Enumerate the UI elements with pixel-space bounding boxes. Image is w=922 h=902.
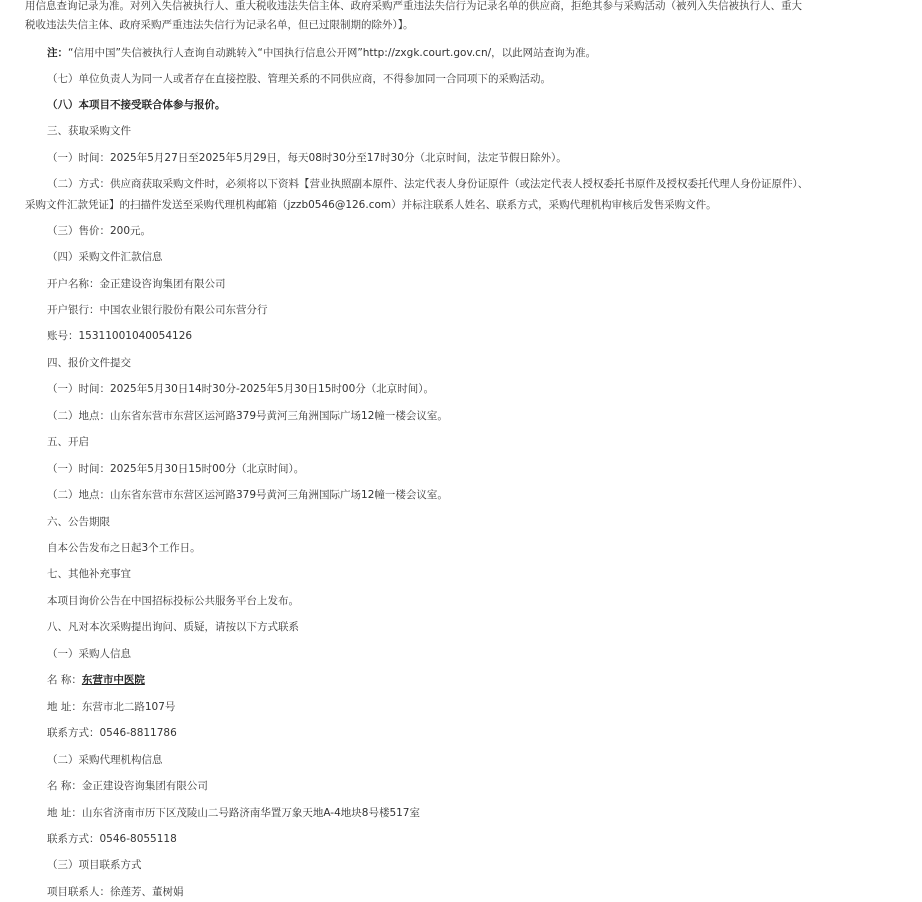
section-six-heading: 六、公告期限 <box>47 516 110 528</box>
note-text: “信用中国”失信被执行人查询自动跳转入“中国执行信息公开网”http://zxgk.court.gov.cn/，以此网站查询为准。 <box>68 47 597 59</box>
section-four-heading: 四、报价文件提交 <box>47 357 131 369</box>
account-name: 开户名称：金正建设咨询集团有限公司 <box>47 278 226 290</box>
buyer-name <box>25 673 912 687</box>
project-contacts: 项目联系人：徐莲芳、董树娟 <box>47 886 184 898</box>
section-three-time: （一）时间：2025年5月27日至2025年5月29日，每天08时30分至17时30分（北京时间，法定节假日除外）。 <box>47 152 567 164</box>
bank-name: 开户银行：中国农业银行股份有限公司东营分行 <box>47 304 268 316</box>
section-four-time: （一）时间：2025年5月30日14时30分-2025年5月30日15时00分（北京时间）。 <box>47 383 435 395</box>
note-label: 注： <box>47 47 68 59</box>
section-four-place: （二）地点：山东省东营市东营区运河路379号黄河三角洲国际广场12幢一楼会议室。 <box>47 410 448 422</box>
buyer-address: 地 址：东营市北二路107号 <box>47 701 176 713</box>
section-three-price: （三）售价：200元。 <box>47 225 152 237</box>
agent-phone: 联系方式：0546-8055118 <box>47 833 177 845</box>
agent-name: 名 称：金正建设咨询集团有限公司 <box>47 780 208 792</box>
section-five-time: （一）时间：2025年5月30日15时00分（北京时间）。 <box>47 463 305 475</box>
buyer-info-heading: （一）采购人信息 <box>47 648 131 660</box>
section-seven-text: 本项目询价公告在中国招标投标公共服务平台上发布。 <box>47 595 299 607</box>
item-seven: （七）单位负责人为同一人或者存在直接控股、管理关系的不同供应商，不得参加同一合同项下的采购活动。 <box>47 73 551 85</box>
paragraph-credit-record-line1: 用信息查询记录为准。对列入失信被执行人、重大税收违法失信主体、政府采购严重违法失信行为记录名单的供应商，拒绝其参与采购活动（被列入失信被执行人、重大 <box>25 0 802 12</box>
section-three-heading: 三、获取采购文件 <box>47 125 131 137</box>
note-paragraph <box>25 46 912 60</box>
section-seven-heading: 七、其他补充事宜 <box>47 568 131 580</box>
project-contact-heading: （三）项目联系方式 <box>47 859 142 871</box>
section-eight-heading: 八、凡对本次采购提出询问、质疑，请按以下方式联系 <box>47 621 299 633</box>
section-five-heading: 五、开启 <box>47 436 89 448</box>
account-number: 账号：15311001040054126 <box>47 330 193 342</box>
buyer-phone: 联系方式：0546-8811786 <box>47 727 177 739</box>
section-three-method-line1: （二）方式：供应商获取采购文件时，必须将以下资料【营业执照副本原件、法定代表人身份证原件（或法定代表人授权委托书原件及授权委托代理人身份证原件）、 <box>47 178 809 190</box>
section-three-remit-heading: （四）采购文件汇款信息 <box>47 251 163 263</box>
buyer-name-label: 名 称： <box>47 674 82 686</box>
section-six-text: 自本公告发布之日起3个工作日。 <box>47 542 201 554</box>
section-three-method-line2: 采购文件汇款凭证】的扫描件发送至采购代理机构邮箱（jzzb0546@126.com）并标注联系人姓名、联系方式，采购代理机构审核后发售采购文件。 <box>25 199 717 211</box>
item-eight: （八）本项目不接受联合体参与报价。 <box>47 99 226 111</box>
paragraph-credit-record-line2: 税收违法失信主体、政府采购严重违法失信行为记录名单，但已过限制期的除外）】。 <box>25 19 414 31</box>
agent-info-heading: （二）采购代理机构信息 <box>47 754 163 766</box>
agent-address: 地 址：山东省济南市历下区茂陵山二号路济南华置万象天地A-4地块8号楼517室 <box>47 807 420 819</box>
section-five-place: （二）地点：山东省东营市东营区运河路379号黄河三角洲国际广场12幢一楼会议室。 <box>47 489 448 501</box>
buyer-name-link[interactable]: 东营市中医院 <box>81 674 145 686</box>
